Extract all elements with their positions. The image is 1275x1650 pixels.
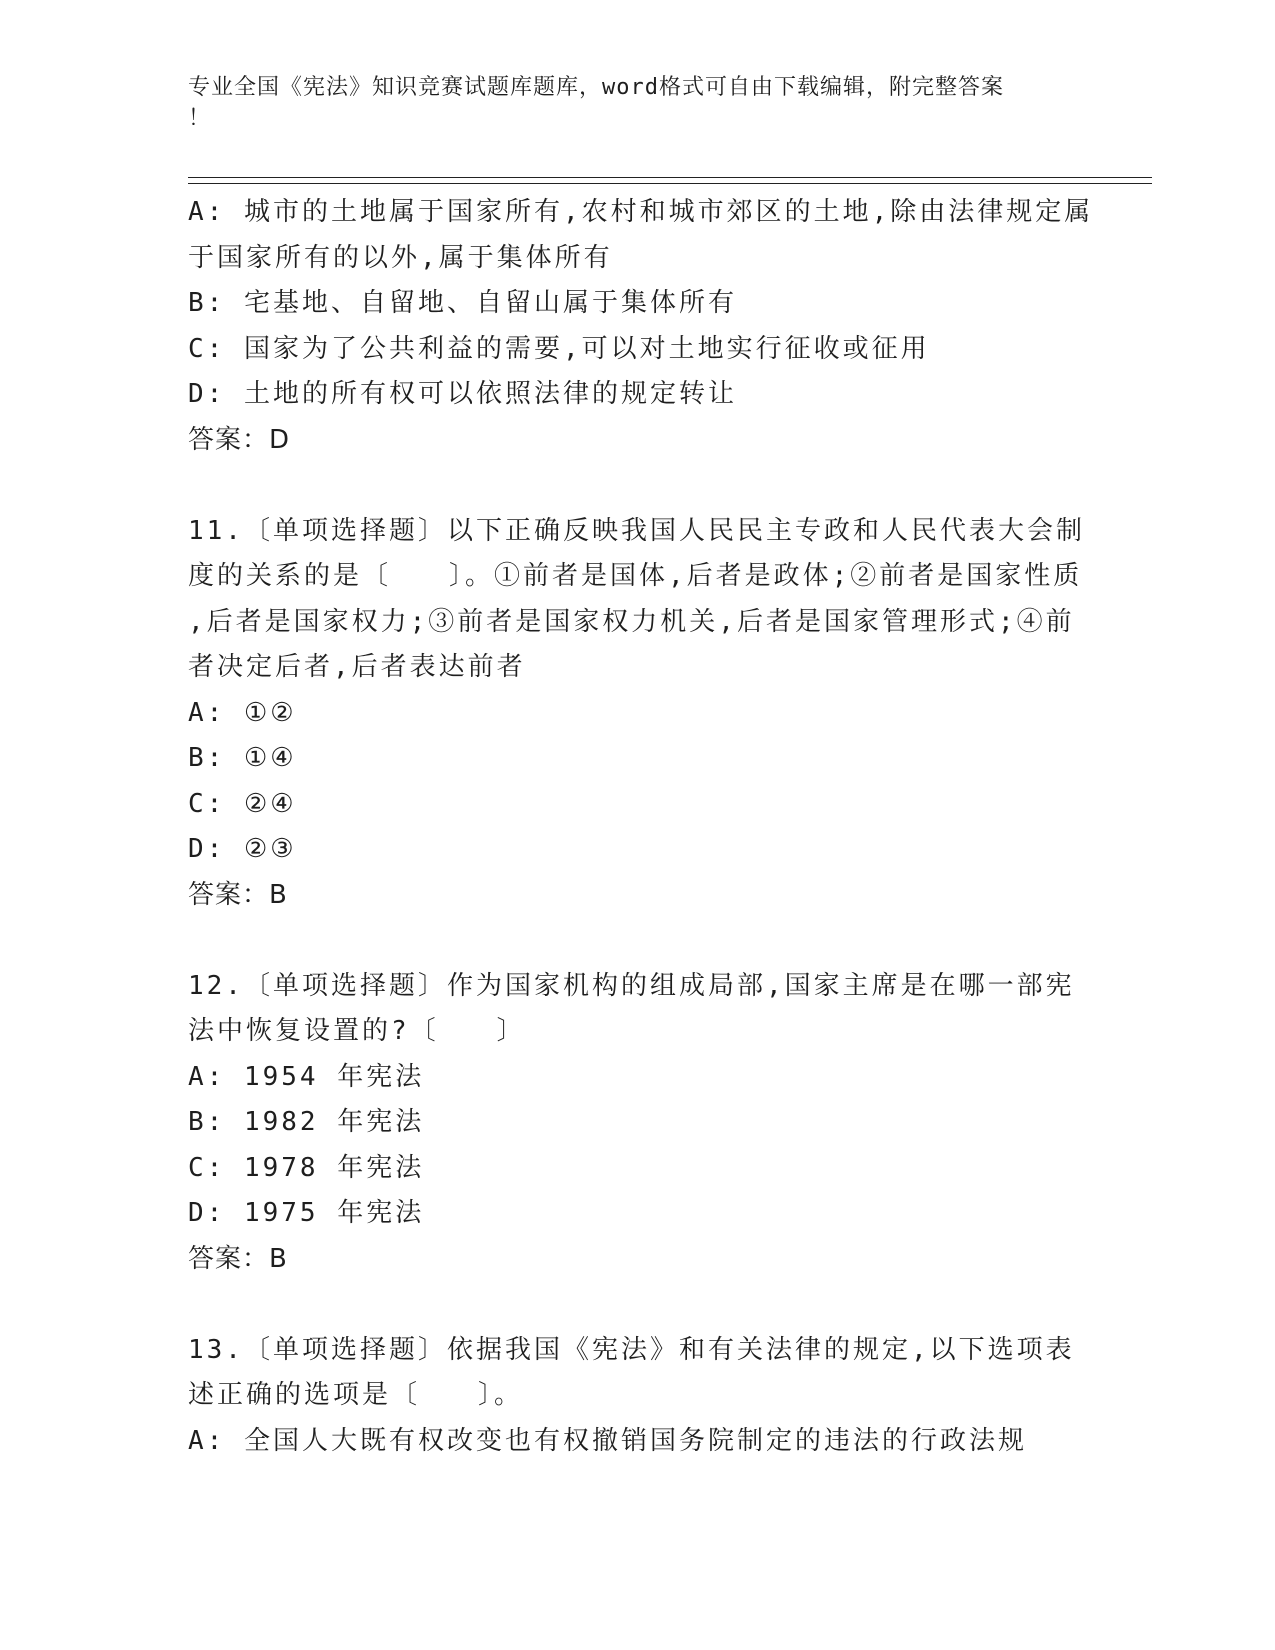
answer: 答案：B [188, 879, 288, 910]
option-a: A: ①② [188, 697, 297, 728]
question-stem: 12.〔单项选择题〕作为国家机构的组成局部,国家主席是在哪一部宪 [188, 970, 1075, 1001]
question-11-block [188, 509, 1088, 919]
option-b: B: 1982 年宪法 [188, 1107, 425, 1137]
option-c: C: 国家为了公共利益的需要,可以对土地实行征收或征用 [188, 333, 930, 364]
header-rule-bottom [188, 183, 1152, 184]
option-b: B: 宅基地、自留地、自留山属于集体所有 [188, 288, 737, 318]
spacer [188, 1282, 1088, 1328]
question-stem: 13.〔单项选择题〕依据我国《宪法》和有关法律的规定,以下选项表 [188, 1334, 1075, 1365]
question-13-block [188, 1328, 1088, 1465]
header-title-continuation: ！ [188, 106, 212, 131]
answer: 答案：D [188, 424, 291, 455]
spacer [188, 918, 1088, 964]
header-title: 专业全国《宪法》知识竞赛试题库题库，word格式可自由下载编辑，附完整答案 [188, 75, 1004, 100]
question-stem-continuation: ,后者是国家权力;③前者是国家权力机关,后者是国家管理形式;④前 [188, 606, 1075, 637]
spacer [188, 463, 1088, 509]
option-a-continuation: 于国家所有的以外,属于集体所有 [188, 242, 613, 273]
option-d: D: 土地的所有权可以依照法律的规定转让 [188, 379, 737, 409]
header-rule-top [188, 177, 1152, 178]
option-d: D: ②③ [188, 834, 297, 864]
option-b: B: ①④ [188, 743, 297, 773]
option-a: A: 全国人大既有权改变也有权撤销国务院制定的违法的行政法规 [188, 1425, 1027, 1456]
page-header [188, 72, 1068, 134]
question-10-block [188, 190, 1094, 463]
question-list [188, 190, 1094, 1464]
question-stem-continuation: 度的关系的是〔 〕。①前者是国体,后者是政体;②前者是国家性质 [188, 561, 1083, 591]
question-stem: 11.〔单项选择题〕以下正确反映我国人民民主专政和人民代表大会制 [188, 515, 1085, 546]
option-a: A: 1954 年宪法 [188, 1061, 425, 1092]
answer: 答案：B [188, 1243, 288, 1274]
question-stem-continuation: 法中恢复设置的?〔 〕 [188, 1016, 526, 1046]
option-d: D: 1975 年宪法 [188, 1198, 425, 1228]
option-c: C: ②④ [188, 788, 297, 819]
question-stem-continuation: 者决定后者,后者表达前者 [188, 652, 526, 682]
option-c: C: 1978 年宪法 [188, 1152, 425, 1183]
question-stem-continuation: 述正确的选项是〔 〕。 [188, 1380, 524, 1410]
question-12-block [188, 964, 1088, 1283]
option-a: A: 城市的土地属于国家所有,农村和城市郊区的土地,除由法律规定属 [188, 197, 1094, 227]
